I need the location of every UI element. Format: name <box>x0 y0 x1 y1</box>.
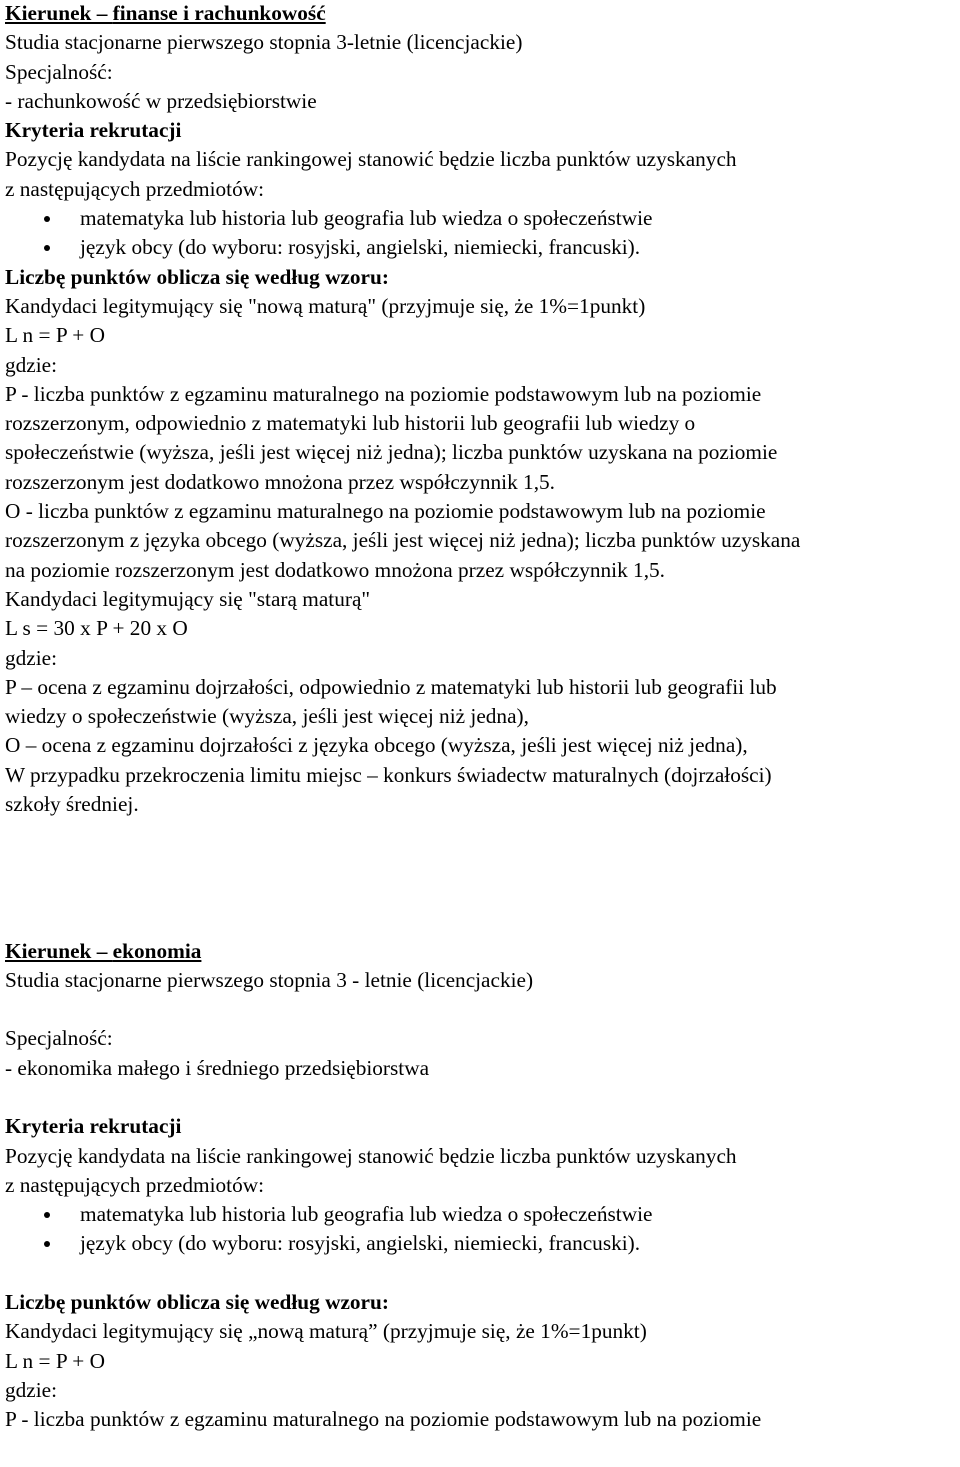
blank-line <box>5 1083 957 1112</box>
section1-specialty-label: Specjalność: <box>5 59 113 84</box>
section2-criteria-line: z następujących przedmiotów: <box>5 1172 265 1197</box>
section1-p-definition: P - liczba punktów z egzaminu maturalnego na poziomie podstawowym lub na poziomie <box>5 381 762 406</box>
section2-subject-list <box>5 1200 957 1259</box>
section1-old-formula: L s = 30 x P + 20 x O <box>5 616 188 641</box>
section-spacer <box>5 819 957 936</box>
section2-study-type: Studia stacjonarne pierwszego stopnia 3 - letnie (licencjackie) <box>5 967 534 992</box>
section2-where-label: gdzie: <box>5 1377 58 1402</box>
section1-p-definition: rozszerzonym jest dodatkowo mnożona przez współczynnik 1,5. <box>5 469 556 494</box>
section2-heading-prefix: Kierunek – <box>5 938 113 963</box>
section1-specialty-value: - rachunkowość w przedsiębiorstwie <box>5 88 317 113</box>
section1-subject-list <box>5 204 957 263</box>
section1-old-o-definition: O – ocena z egzaminu dojrzałości z języka obcego (wyższa, jeśli jest więcej niż jedna), <box>5 733 748 758</box>
section1-where-label: gdzie: <box>5 645 58 670</box>
section2-heading-name: ekonomia <box>112 938 202 963</box>
section2-criteria-line: Pozycję kandydata na liście rankingowej stanowić będzie liczba punktów uzyskanych <box>5 1143 737 1168</box>
section2-subject-item <box>5 1229 957 1258</box>
section1-o-definition: O - liczba punktów z egzaminu maturalnego na poziomie podstawowym lub na poziomie <box>5 499 766 524</box>
section1-p-definition: rozszerzonym, odpowiednio z matematyki lub historii lub geografii lub wiedzy o <box>5 411 696 436</box>
section1-new-matura-line: Kandydaci legitymujący się "nową maturą" (przyjmuje się, że 1%=1punkt) <box>5 293 646 318</box>
subject-text: język obcy (do wyboru: rosyjski, angielski, niemiecki, francuski). <box>80 1231 641 1256</box>
section1-old-p-definition: P – ocena z egzaminu dojrzałości, odpowiednio z matematyki lub historii lub geografii lub <box>5 674 777 699</box>
section1-overflow-note: W przypadku przekroczenia limitu miejsc – konkurs świadectw maturalnych (dojrzałości) <box>5 762 772 787</box>
section1-heading-name: finanse i rachunkowość <box>112 1 326 25</box>
section2-heading <box>5 937 957 966</box>
section1-heading-prefix: Kierunek – <box>5 1 113 25</box>
section1-criteria-line: Pozycję kandydata na liście rankingowej stanowić będzie liczba punktów uzyskanych <box>5 147 737 172</box>
section2-specialty-value: - ekonomika małego i średniego przedsiębiorstwa <box>5 1055 430 1080</box>
section1-old-p-definition: wiedzy o społeczeństwie (wyższa, jeśli jest więcej niż jedna), <box>5 704 529 729</box>
section2-new-matura-line: Kandydaci legitymujący się „nową maturą” (przyjmuje się, że 1%=1punkt) <box>5 1319 647 1344</box>
section2-criteria-heading: Kryteria rekrutacji <box>5 1114 182 1139</box>
section1-new-formula: L n = P + O <box>5 323 105 348</box>
blank-line <box>5 1259 957 1288</box>
section1-formula-heading: Liczbę punktów oblicza się według wzoru: <box>5 264 389 289</box>
subject-text: język obcy (do wyboru: rosyjski, angielski, niemiecki, francuski). <box>80 235 641 260</box>
subject-text: matematyka lub historia lub geografia lub wiedza o społeczeństwie <box>80 206 653 231</box>
bullet-icon <box>44 216 50 222</box>
section2-formula-heading: Liczbę punktów oblicza się według wzoru: <box>5 1290 389 1315</box>
section2-specialty-label: Specjalność: <box>5 1026 113 1051</box>
section1-p-definition: społeczeństwie (wyższa, jeśli jest więcej niż jedna); liczba punktów uzyskana na poziomie <box>5 440 778 465</box>
section1-o-definition: rozszerzonym z języka obcego (wyższa, jeśli jest więcej niż jedna); liczba punktów uzyskana <box>5 528 801 553</box>
section1-study-type: Studia stacjonarne pierwszego stopnia 3-letnie (licencjackie) <box>5 30 523 55</box>
section2-new-formula: L n = P + O <box>5 1348 105 1373</box>
section1-o-definition: na poziomie rozszerzonym jest dodatkowo mnożona przez współczynnik 1,5. <box>5 557 666 582</box>
section1-criteria-line: z następujących przedmiotów: <box>5 176 265 201</box>
bullet-icon <box>44 245 50 251</box>
bullet-icon <box>44 1212 50 1218</box>
bullet-icon <box>44 1241 50 1247</box>
section2-p-definition: P - liczba punktów z egzaminu maturalnego na poziomie podstawowym lub na poziomie <box>5 1407 762 1432</box>
section1-subject-item <box>5 204 957 233</box>
section1-criteria-heading: Kryteria rekrutacji <box>5 118 182 143</box>
section1-heading <box>5 0 957 28</box>
blank-line <box>5 995 957 1024</box>
section1-overflow-note: szkoły średniej. <box>5 792 139 817</box>
subject-text: matematyka lub historia lub geografia lub wiedza o społeczeństwie <box>80 1202 653 1227</box>
section2-subject-item <box>5 1200 957 1229</box>
section1-old-matura-line: Kandydaci legitymujący się "starą maturą" <box>5 586 371 611</box>
section1-where-label: gdzie: <box>5 352 58 377</box>
document-page <box>5 0 957 1435</box>
section1-subject-item <box>5 233 957 262</box>
